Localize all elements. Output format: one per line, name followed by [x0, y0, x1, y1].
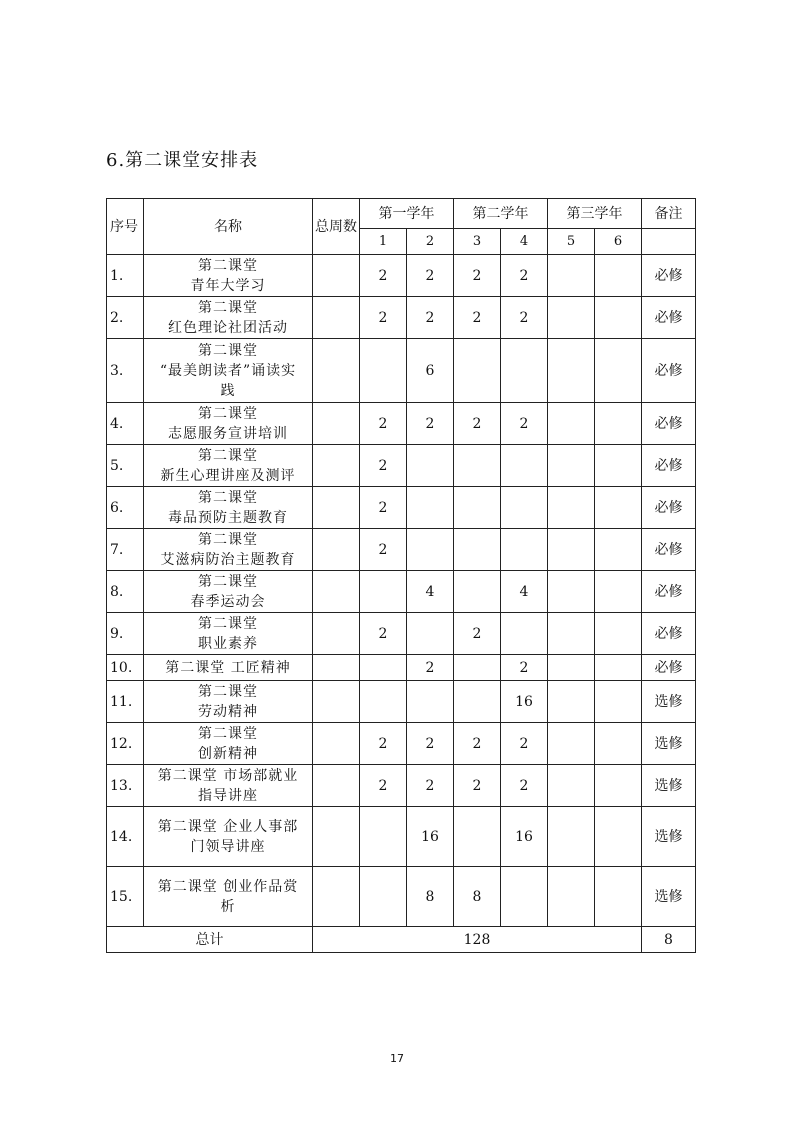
row-seq: 3.: [107, 339, 144, 403]
term-cell: 8: [454, 867, 501, 927]
row-seq: 2.: [107, 297, 144, 339]
row-name-line: 新生心理讲座及测评: [160, 467, 296, 484]
term-cell: [595, 681, 642, 723]
table-row: [107, 655, 696, 681]
term-cell: 6: [407, 339, 454, 403]
row-name-line: 指导讲座: [198, 787, 258, 804]
row-note: 选修: [642, 765, 696, 807]
row-note: 选修: [642, 867, 696, 927]
row-weeks: [313, 571, 360, 613]
row-seq: 14.: [107, 807, 144, 867]
term-cell: 2: [407, 723, 454, 765]
header-year2: 第二学年: [454, 199, 548, 229]
term-cell: [454, 571, 501, 613]
row-weeks: [313, 445, 360, 487]
header-note: 备注: [642, 199, 696, 229]
row-weeks: [313, 655, 360, 681]
term-cell: [595, 445, 642, 487]
row-name: [144, 529, 313, 571]
term-cell: 2: [407, 403, 454, 445]
row-name: [144, 571, 313, 613]
row-weeks: [313, 681, 360, 723]
term-cell: [454, 339, 501, 403]
term-cell: [595, 403, 642, 445]
row-weeks: [313, 403, 360, 445]
term-cell: 2: [407, 297, 454, 339]
row-name-line: 红色理论社团活动: [168, 319, 288, 336]
row-note: 必修: [642, 297, 696, 339]
row-name-line: 第二课堂: [198, 683, 258, 700]
term-cell: [595, 765, 642, 807]
term-cell: [501, 487, 548, 529]
header-year1: 第一学年: [360, 199, 454, 229]
row-name: [144, 445, 313, 487]
term-cell: [454, 445, 501, 487]
row-note: 必修: [642, 571, 696, 613]
row-name: [144, 723, 313, 765]
row-note: 选修: [642, 681, 696, 723]
table-row: [107, 571, 696, 613]
term-cell: [595, 723, 642, 765]
row-name-line: 第二课堂: [198, 615, 258, 632]
term-cell: [501, 445, 548, 487]
row-name-line: 艾滋病防治主题教育: [160, 551, 296, 568]
term-cell: [595, 297, 642, 339]
row-note: 必修: [642, 655, 696, 681]
term-cell: [548, 723, 595, 765]
term-cell: [360, 867, 407, 927]
term-cell: [501, 613, 548, 655]
term-cell: [595, 487, 642, 529]
row-name-line: 职业素养: [198, 635, 258, 652]
row-weeks: [313, 765, 360, 807]
table-row: [107, 613, 696, 655]
term-cell: [501, 339, 548, 403]
header-row: [107, 199, 696, 229]
term-cell: 4: [407, 571, 454, 613]
term-cell: 4: [501, 571, 548, 613]
term-cell: [501, 529, 548, 571]
term-cell: [548, 487, 595, 529]
term-cell: 2: [501, 655, 548, 681]
term-cell: [407, 445, 454, 487]
term-cell: [360, 655, 407, 681]
term-cell: [595, 613, 642, 655]
row-name-line: 第二课堂: [198, 489, 258, 506]
table-row: [107, 297, 696, 339]
term-cell: 16: [407, 807, 454, 867]
term-cell: [595, 807, 642, 867]
term-cell: [454, 529, 501, 571]
term-6: 6: [595, 229, 642, 255]
row-weeks: [313, 529, 360, 571]
term-cell: 2: [360, 445, 407, 487]
row-name-line: 第二课堂: [198, 531, 258, 548]
term-cell: 2: [360, 723, 407, 765]
table-row: [107, 339, 696, 403]
table-row: [107, 723, 696, 765]
header-name: 名称: [144, 199, 313, 255]
term-cell: 16: [501, 681, 548, 723]
row-note: 必修: [642, 487, 696, 529]
row-name-line: 劳动精神: [198, 703, 258, 720]
term-cell: 2: [501, 403, 548, 445]
row-name: [144, 255, 313, 297]
row-seq: 5.: [107, 445, 144, 487]
term-cell: 2: [407, 255, 454, 297]
term-cell: [501, 867, 548, 927]
row-seq: 15.: [107, 867, 144, 927]
row-name-line: 第二课堂: [198, 299, 258, 316]
term-cell: [454, 681, 501, 723]
row-name-line: 第二课堂: [198, 257, 258, 274]
term-cell: [548, 807, 595, 867]
row-name-line: 析: [220, 898, 236, 915]
table-row: [107, 403, 696, 445]
row-weeks: [313, 255, 360, 297]
row-note: 必修: [642, 529, 696, 571]
row-note: 必修: [642, 403, 696, 445]
term-cell: 8: [407, 867, 454, 927]
term-cell: 2: [360, 487, 407, 529]
term-cell: 2: [501, 765, 548, 807]
term-cell: [548, 765, 595, 807]
header-note-blank: [642, 229, 696, 255]
total-label: 总计: [107, 927, 313, 953]
table-row: [107, 807, 696, 867]
term-cell: [454, 807, 501, 867]
table-row: [107, 681, 696, 723]
row-note: 必修: [642, 339, 696, 403]
term-cell: [454, 487, 501, 529]
term-cell: [548, 445, 595, 487]
row-seq: 6.: [107, 487, 144, 529]
row-weeks: [313, 613, 360, 655]
row-name-line: 第二课堂 工匠精神: [165, 659, 291, 676]
row-weeks: [313, 487, 360, 529]
total-weeks: 128: [313, 927, 642, 953]
row-weeks: [313, 339, 360, 403]
term-cell: [595, 255, 642, 297]
term-cell: [595, 571, 642, 613]
row-weeks: [313, 297, 360, 339]
term-cell: [360, 807, 407, 867]
row-name: [144, 867, 313, 927]
term-cell: 2: [360, 297, 407, 339]
term-cell: 2: [454, 723, 501, 765]
row-note: 选修: [642, 807, 696, 867]
term-cell: 2: [501, 723, 548, 765]
row-name: [144, 681, 313, 723]
row-name-line: 门领导讲座: [190, 838, 266, 855]
term-cell: 2: [454, 765, 501, 807]
row-name-line: 第二课堂: [198, 725, 258, 742]
table-row: [107, 765, 696, 807]
row-weeks: [313, 723, 360, 765]
term-cell: 2: [501, 297, 548, 339]
term-cell: [407, 681, 454, 723]
row-name-line: 志愿服务宣讲培训: [168, 425, 288, 442]
table-row: [107, 255, 696, 297]
term-cell: [548, 529, 595, 571]
term-cell: [407, 613, 454, 655]
table-row: [107, 529, 696, 571]
row-note: 必修: [642, 613, 696, 655]
row-name: [144, 487, 313, 529]
term-1: 1: [360, 229, 407, 255]
row-seq: 10.: [107, 655, 144, 681]
term-cell: [548, 681, 595, 723]
term-cell: [548, 339, 595, 403]
row-name-line: 第二课堂: [198, 405, 258, 422]
row-name: [144, 339, 313, 403]
row-note: 必修: [642, 445, 696, 487]
term-cell: 2: [454, 613, 501, 655]
term-cell: 2: [501, 255, 548, 297]
term-cell: [360, 339, 407, 403]
row-seq: 12.: [107, 723, 144, 765]
term-cell: [407, 529, 454, 571]
row-name: [144, 613, 313, 655]
table-row: [107, 445, 696, 487]
term-4: 4: [501, 229, 548, 255]
row-seq: 9.: [107, 613, 144, 655]
term-cell: [595, 529, 642, 571]
row-name-line: 创新精神: [198, 745, 258, 762]
term-cell: 2: [454, 255, 501, 297]
term-cell: 2: [454, 297, 501, 339]
term-cell: [548, 655, 595, 681]
term-cell: [595, 867, 642, 927]
term-cell: 2: [360, 255, 407, 297]
term-cell: 2: [360, 765, 407, 807]
row-seq: 11.: [107, 681, 144, 723]
term-cell: [548, 403, 595, 445]
page-number: 17: [390, 1052, 404, 1065]
term-cell: 2: [407, 655, 454, 681]
term-cell: [548, 613, 595, 655]
total-row: [107, 927, 696, 953]
row-name: [144, 403, 313, 445]
total-note: 8: [642, 927, 696, 953]
header-weeks: 总周数: [313, 199, 360, 255]
row-seq: 13.: [107, 765, 144, 807]
row-note: 必修: [642, 255, 696, 297]
table-row: [107, 867, 696, 927]
row-name-line: 第二课堂: [198, 342, 258, 359]
term-5: 5: [548, 229, 595, 255]
term-cell: 2: [407, 765, 454, 807]
row-seq: 7.: [107, 529, 144, 571]
row-name: [144, 765, 313, 807]
term-cell: [548, 571, 595, 613]
term-cell: [595, 339, 642, 403]
row-weeks: [313, 807, 360, 867]
page-title: 6.第二课堂安排表: [106, 150, 259, 171]
schedule-table: [106, 198, 696, 953]
term-cell: 2: [360, 613, 407, 655]
row-name-line: 第二课堂: [198, 573, 258, 590]
row-name-line: 青年大学习: [190, 277, 266, 294]
row-seq: 4.: [107, 403, 144, 445]
term-cell: 16: [501, 807, 548, 867]
term-cell: [454, 655, 501, 681]
row-name-line: 践: [220, 382, 236, 399]
term-3: 3: [454, 229, 501, 255]
row-name-line: 第二课堂 市场部就业: [157, 767, 299, 784]
row-note: 选修: [642, 723, 696, 765]
term-cell: 2: [360, 403, 407, 445]
term-cell: [548, 255, 595, 297]
row-name-line: 春季运动会: [190, 593, 266, 610]
term-cell: [360, 681, 407, 723]
row-seq: 1.: [107, 255, 144, 297]
row-name-line: 第二课堂: [198, 447, 258, 464]
row-name-line: 第二课堂 创业作品赏: [157, 878, 299, 895]
header-year3: 第三学年: [548, 199, 642, 229]
term-2: 2: [407, 229, 454, 255]
term-cell: [595, 655, 642, 681]
header-seq: 序号: [107, 199, 144, 255]
row-name-line: 第二课堂 企业人事部: [157, 818, 299, 835]
term-cell: [548, 867, 595, 927]
row-name-line: “最美朗读者”诵读实: [159, 362, 297, 379]
table-row: [107, 487, 696, 529]
row-weeks: [313, 867, 360, 927]
term-cell: 2: [360, 529, 407, 571]
term-cell: [360, 571, 407, 613]
row-name-line: 毒品预防主题教育: [168, 509, 288, 526]
term-cell: [407, 487, 454, 529]
term-cell: [548, 297, 595, 339]
row-name: [144, 655, 313, 681]
row-name: [144, 297, 313, 339]
row-seq: 8.: [107, 571, 144, 613]
term-cell: 2: [454, 403, 501, 445]
row-name: [144, 807, 313, 867]
